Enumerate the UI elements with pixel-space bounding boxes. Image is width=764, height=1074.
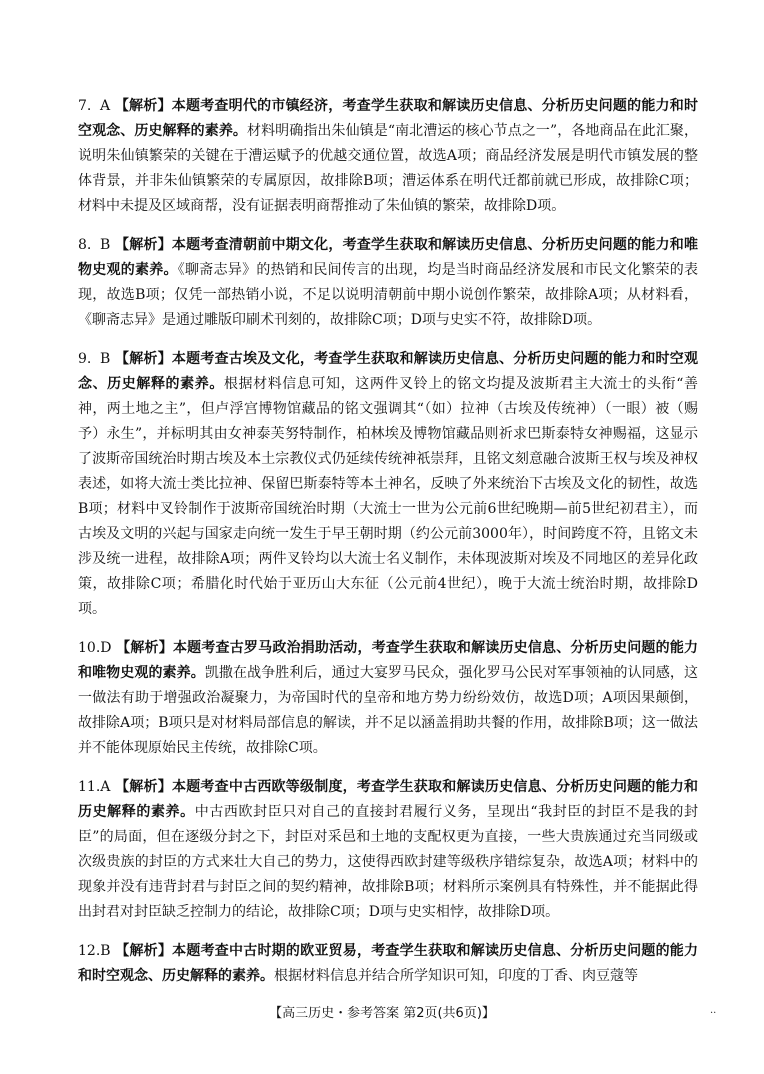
item-body: 材料明确指出朱仙镇是“南北漕运的核心节点之一”，各地商品在此汇聚，说明朱仙镇繁荣的关键在于漕运赋予的优越交通位置，故选A项；商品经济发展是明代市镇发展的整体背景，并非朱仙镇繁荣的专属原因，故排除B项；漕运体系在明代迁都前就已形成，故排除C项；材料中未提及区域商帮，没有证据表明商帮推动了朱仙镇的繁荣，故排除D项。: [78, 123, 698, 214]
item-number: 11.: [78, 779, 101, 795]
item-body: 根据材料信息可知，这两件叉铃上的铭文均提及波斯君主大流士的头衔“善神，两土地之主”，但卢浮宫博物馆藏品的铭文强调其“（如）拉神（古埃及传统神）（一眼）被（赐予）永生”，并标明其由女神泰芙努特制作，柏林埃及博物馆藏品则祈求巴斯泰特女神赐福，这显示了波斯帝国统治时期古埃及本土宗教仪式仍延续传统神祇崇拜，且铭文刻意融合波斯王权与埃及神权表述，如将大流士类比拉神、保留巴斯泰特等本土神名，反映了外来统治下古埃及文化的韧性，故选B项；材料中叉铃制作于波斯帝国统治时期（大流士一世为公元前6世纪晚期—前5世纪初君主），而古埃及文明的兴起与国家走向统一发生于早王朝时期（约公元前3000年），时间跨度不符，且铭文未涉及统一进程，故排除A项；两件叉铃均以大流士名义制作，未体现波斯对埃及不同地区的差异化政策，故排除C项；希腊化时代始于亚历山大东征（公元前4世纪），晚于大流士统治时期，故排除D项。: [78, 376, 699, 617]
item-tag: 【解析】: [115, 779, 172, 795]
item-tag: 【解析】: [114, 98, 172, 114]
item-answer: D: [100, 640, 112, 656]
item-tag: 【解析】: [116, 640, 173, 656]
answer-item-7: [78, 94, 698, 219]
item-lead: 本题考查中古西欧等级制度，考查学生获取和解读历史信息、分析历史问题的能力和历史解释的素养。: [78, 779, 699, 820]
item-tag: 【解析】: [114, 351, 172, 367]
item-number: 9.: [78, 351, 92, 367]
item-body: 根据材料信息并结合所学知识可知，印度的丁香、肉豆蔻等: [274, 968, 638, 984]
item-body: 《聊斋志异》的热销和民间传言的出现，均是当时商品经济发展和市民文化繁荣的表现，故选B项；仅凭一部热销小说，不足以说明清朝前中期小说创作繁荣，故排除A项；从材料看，《聊斋志异》是通过雕版印刷术刊刻的，故排除C项；D项与史实不符，故排除D项。: [78, 262, 699, 328]
item-answer: B: [100, 237, 111, 253]
item-number: 8.: [78, 237, 92, 253]
item-tag: 【解析】: [115, 943, 173, 959]
item-number: 10.: [78, 640, 101, 656]
item-lead: 本题考查中古时期的欧亚贸易，考查学生获取和解读历史信息、分析历史问题的能力和时空观念、历史解释的素养。: [78, 943, 699, 984]
item-body: 凯撒在战争胜利后，通过大宴罗马民众，强化罗马公民对军事领袖的认同感，这一做法有助于增强政治凝聚力，为帝国时代的皇帝和地方势力纷纷效仿，故选D项；A项因果颠倒，故排除A项；B项只是对材料局部信息的解读，并不足以涵盖捐助共餐的作用，故排除B项；这一做法并不能体现原始民主传统，故排除C项。: [78, 665, 699, 756]
item-lead: 本题考查古罗马政治捐助活动，考查学生获取和解读历史信息、分析历史问题的能力和唯物史观的素养。: [78, 640, 699, 681]
item-lead: 本题考查清朝前中期文化，考查学生获取和解读历史信息、分析历史问题的能力和唯物史观的素养。: [78, 237, 699, 278]
page-footer: 【高三历史・参考答案 第2页(共6页)】: [269, 1006, 495, 1021]
item-number: 7.: [78, 98, 92, 114]
answer-item-11: [78, 775, 698, 925]
corner-mark: ··: [710, 1008, 717, 1019]
answer-item-9: [78, 347, 698, 622]
item-answer: B: [100, 943, 111, 959]
item-number: 12.: [78, 943, 101, 959]
item-answer: A: [100, 779, 111, 795]
answer-content: [78, 80, 698, 993]
item-lead: 本题考查明代的市镇经济，考查学生获取和解读历史信息、分析历史问题的能力和时空观念、历史解释的素养。: [78, 98, 699, 139]
answer-item-10: [78, 636, 698, 761]
answer-item-8: [78, 233, 698, 333]
item-body: 中古西欧封臣只对自己的直接封君履行义务，呈现出“我封臣的封臣不是我的封臣”的局面，但在逐级分封之下，封臣对采邑和土地的支配权更为直接，一些大贵族通过充当同级或次级贵族的封臣的方式来壮大自己的势力，这使得西欧封建等级秩序错综复杂，故选A项；材料中的现象并没有违背封君与封臣之间的契约精神，故排除B项；材料所示案例具有特殊性，并不能据此得出封君对封臣缺乏控制力的结论，故排除C项；D项与史实相悖，故排除D项。: [78, 804, 699, 920]
item-lead: 本题考查古埃及文化，考查学生获取和解读历史信息、分析历史问题的能力和时空观念、历史解释的素养。: [78, 351, 699, 392]
item-answer: B: [100, 351, 111, 367]
answer-item-12: [78, 939, 698, 989]
item-answer: A: [100, 98, 111, 114]
item-tag: 【解析】: [114, 237, 172, 253]
